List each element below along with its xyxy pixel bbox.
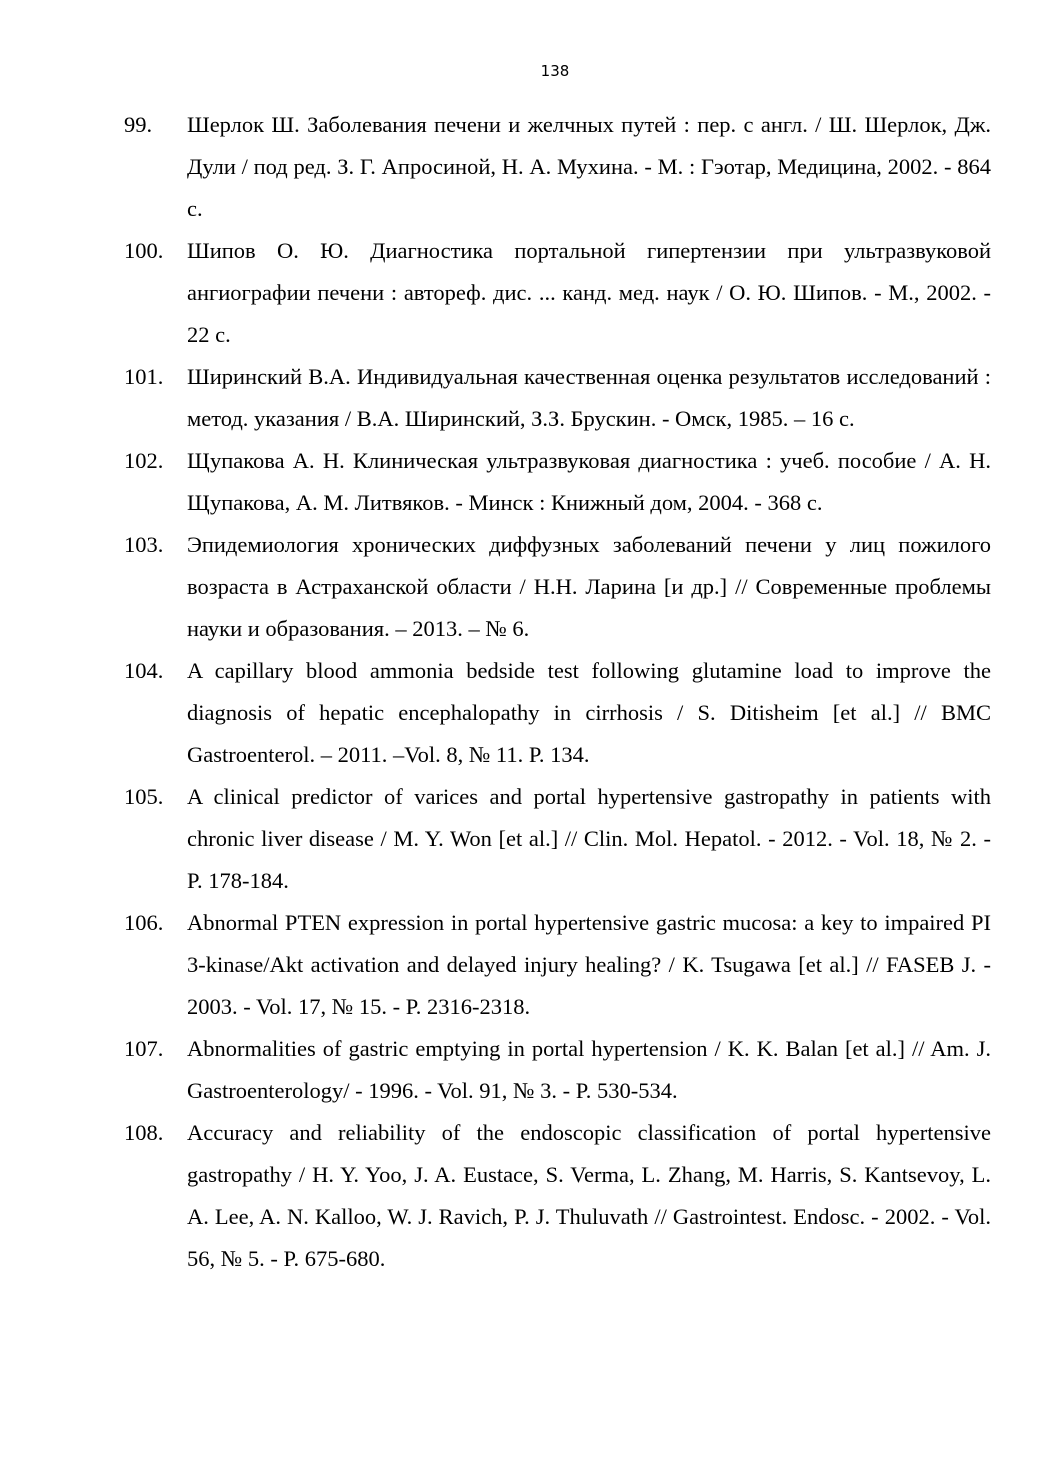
- reference-text: Abnormalities of gastric emptying in portal hypertension / K. K. Balan [et al.] // Am. J. Gastroenterology/ - 1996. - Vol. 91, № 3. - P. 530-534.: [187, 1036, 991, 1103]
- reference-number: 99.: [124, 112, 153, 137]
- reference-text: Abnormal PTEN expression in portal hypertensive gastric mucosa: a key to impaired PI 3-kinase/Akt activation and delayed injury healing? / K. Tsugawa [et al.] // FASEB J. - 2003. - Vol. 17, № 15. - P. 2316-2318.: [187, 910, 991, 1019]
- reference-item: [124, 440, 991, 524]
- reference-item: [124, 230, 991, 356]
- reference-number: 105.: [124, 784, 164, 809]
- reference-text: Щупакова А. Н. Клиническая ультразвуковая диагностика : учеб. пособие / А. Н. Щупакова, А. М. Литвяков. - Минск : Книжный дом, 2004. - 368 с.: [187, 448, 991, 515]
- reference-text: Эпидемиология хронических диффузных заболеваний печени у лиц пожилого возраста в Астраханской области / Н.Н. Ларина [и др.] // Современные проблемы науки и образования. – 2013. – № 6.: [187, 532, 991, 641]
- reference-number: 100.: [124, 238, 164, 263]
- reference-number: 106.: [124, 910, 164, 935]
- reference-list: [124, 104, 991, 1280]
- reference-item: [124, 902, 991, 1028]
- reference-item: [124, 776, 991, 902]
- reference-text: A capillary blood ammonia bedside test following glutamine load to improve the diagnosis of hepatic encephalopathy in cirrhosis / S. Ditisheim [et al.] // BMC Gastroenterol. – 2011. –Vol. 8, № 11. P. 134.: [187, 658, 991, 767]
- reference-text: Ширинский В.А. Индивидуальная качественная оценка результатов исследований : метод. указания / В.А. Ширинский, З.З. Брускин. - Омск, 1985. – 16 с.: [187, 364, 991, 431]
- reference-number: 101.: [124, 364, 164, 389]
- reference-text: Шипов О. Ю. Диагностика портальной гипертензии при ультразвуковой ангиографии печени : автореф. дис. ... канд. мед. наук / О. Ю. Шипов. - М., 2002. - 22 с.: [187, 238, 991, 347]
- reference-item: [124, 1112, 991, 1280]
- reference-number: 104.: [124, 658, 164, 683]
- reference-number: 108.: [124, 1120, 164, 1145]
- reference-text: Accuracy and reliability of the endoscopic classification of portal hypertensive gastropathy / H. Y. Yoo, J. A. Eustace, S. Verma, L. Zhang, M. Harris, S. Kantsevoy, L. A. Lee, A. N. Kalloo, W. J. Ravich, P. J. Thuluvath // Gastrointest. Endosc. - 2002. - Vol. 56, № 5. - P. 675-680.: [187, 1120, 991, 1271]
- reference-item: [124, 524, 991, 650]
- reference-number: 102.: [124, 448, 164, 473]
- reference-item: [124, 104, 991, 230]
- reference-item: [124, 1028, 991, 1112]
- reference-text: A clinical predictor of varices and portal hypertensive gastropathy in patients with chronic liver disease / M. Y. Won [et al.] // Clin. Mol. Hepatol. - 2012. - Vol. 18, № 2. - P. 178-184.: [187, 784, 991, 893]
- page-number: 138: [540, 62, 570, 80]
- reference-item: [124, 650, 991, 776]
- reference-text: Шерлок Ш. Заболевания печени и желчных путей : пер. с англ. / Ш. Шерлок, Дж. Дули / под ред. З. Г. Апросиной, Н. А. Мухина. - М. : Гэотар, Медицина, 2002. - 864 с.: [187, 112, 991, 221]
- reference-number: 103.: [124, 532, 164, 557]
- reference-number: 107.: [124, 1036, 164, 1061]
- reference-item: [124, 356, 991, 440]
